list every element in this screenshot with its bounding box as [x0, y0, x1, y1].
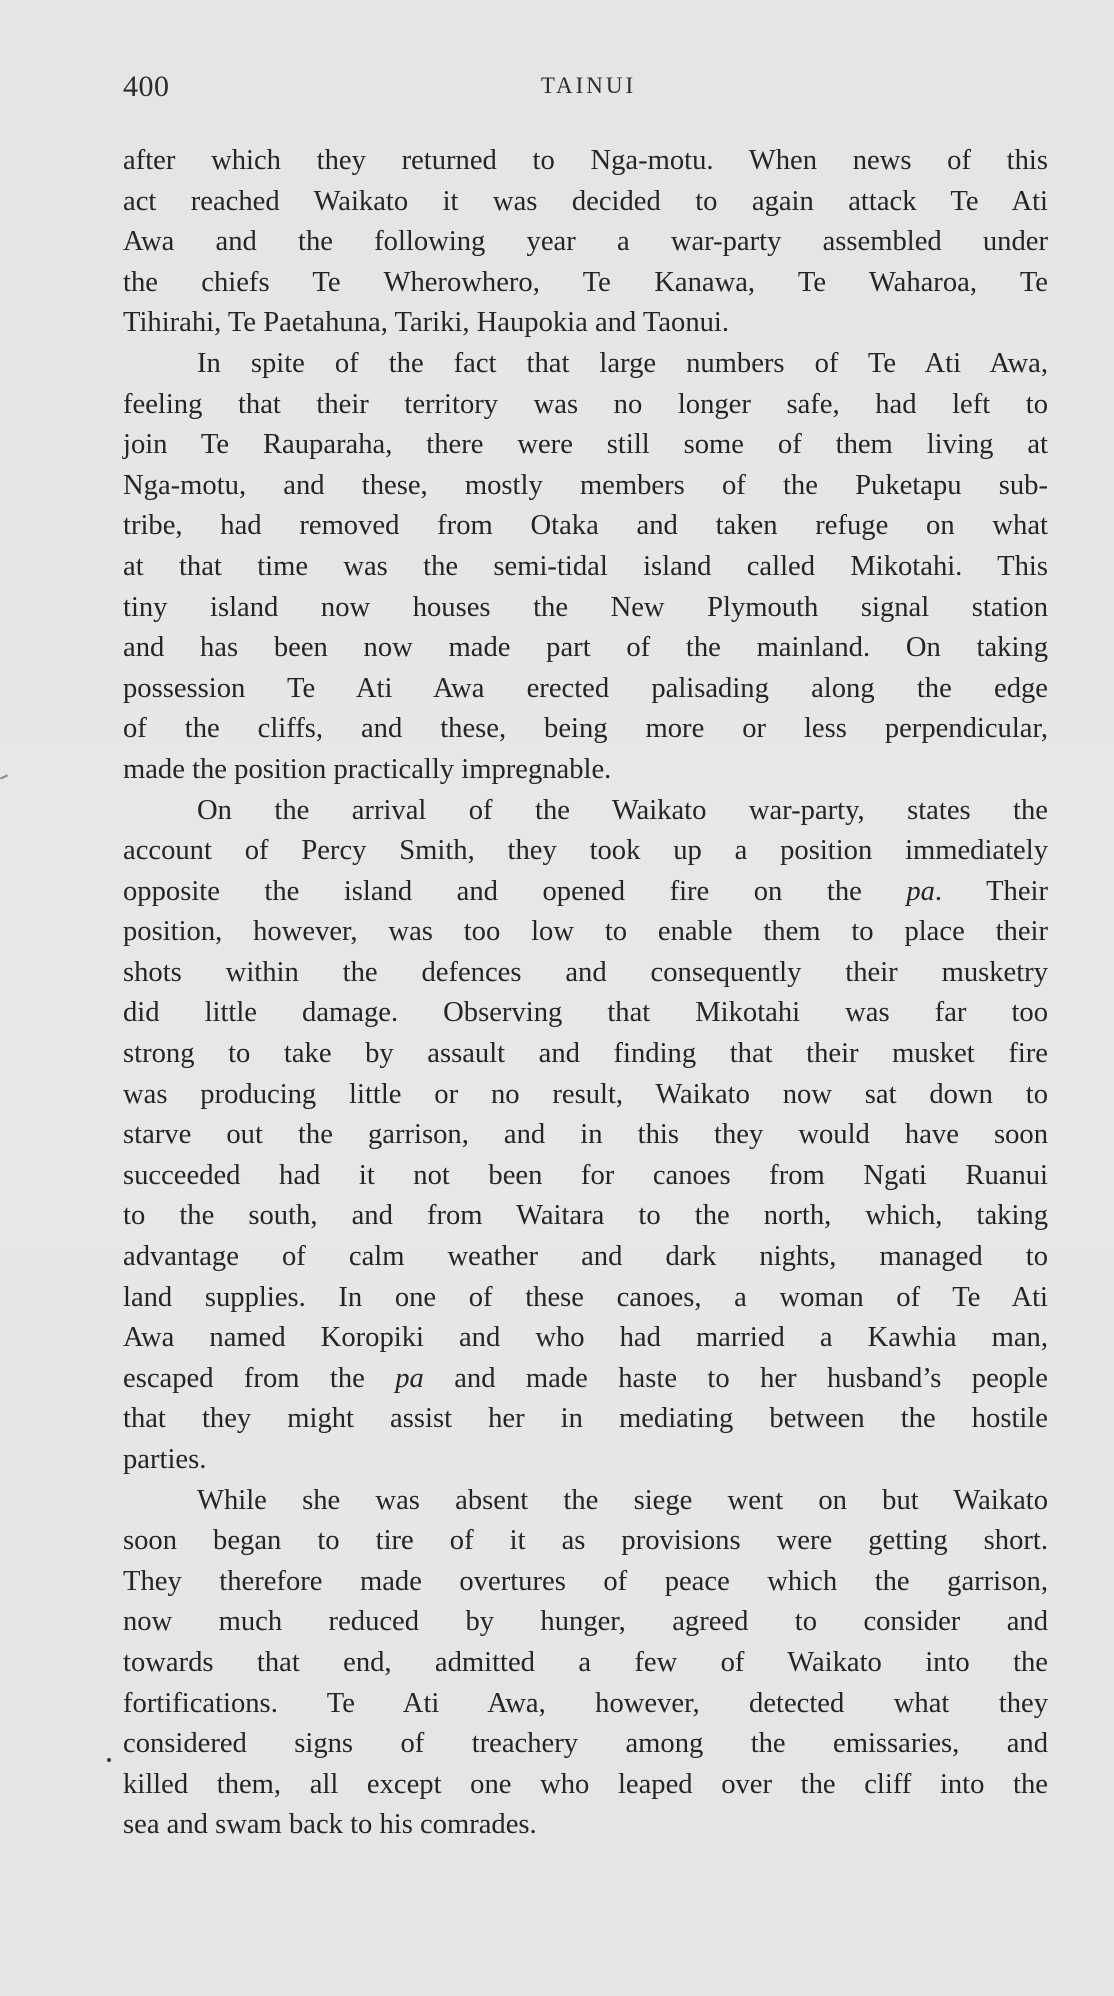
text-line: Awa and the following year a war-party assembled under: [123, 226, 1048, 258]
paragraph: [123, 1481, 1048, 1846]
running-title: TAINUI: [540, 73, 637, 98]
text-line: Nga-motu, and these, mostly members of the Puketapu sub-: [123, 469, 1048, 501]
page-number: 400: [123, 70, 170, 103]
text-line: join Te Rauparaha, there were still some of them living at: [123, 429, 1048, 461]
text-line: land supplies. In one of these canoes, a woman of Te Ati: [123, 1281, 1048, 1313]
text-line: While she was absent the siege went on but Waikato: [197, 1484, 1048, 1516]
text-line: at that time was the semi-tidal island called Mikotahi. This: [123, 550, 1048, 582]
text-line: They therefore made overtures of peace which the garrison,: [123, 1565, 1048, 1597]
text-line: the chiefs Te Wherowhero, Te Kanawa, Te Waharoa, Te: [123, 266, 1048, 298]
text-line: starve out the garrison, and in this they would have soon: [123, 1119, 1048, 1151]
text-line: succeeded had it not been for canoes from Ngati Ruanui: [123, 1159, 1048, 1191]
text-line: now much reduced by hunger, agreed to consider and: [123, 1606, 1048, 1638]
text-line: escaped from the pa and made haste to her husband’s people: [123, 1362, 1048, 1394]
text-line: feeling that their territory was no longer safe, had left to: [123, 388, 1048, 420]
print-speck: [107, 1758, 111, 1762]
page-edge-mark: [0, 774, 8, 779]
text-line: advantage of calm weather and dark nights, managed to: [123, 1241, 1048, 1273]
text-line: shots within the defences and consequently their musketry: [123, 956, 1048, 988]
text-line: tribe, had removed from Otaka and taken refuge on what: [123, 510, 1048, 542]
text-line: after which they returned to Nga-motu. When news of this: [123, 145, 1048, 176]
text-line: Awa named Koropiki and who had married a Kawhia man,: [123, 1322, 1048, 1354]
text-line: possession Te Ati Awa erected palisading along the edge: [123, 672, 1048, 704]
text-line: of the cliffs, and these, being more or less perpendicular,: [123, 713, 1048, 745]
text-line: opposite the island and opened fire on the pa. Their: [123, 875, 1048, 907]
text-line: did little damage. Observing that Mikotahi was far too: [123, 997, 1048, 1029]
text-line: made the position practically impregnable.: [123, 753, 612, 785]
text-line: soon began to tire of it as provisions were getting short.: [123, 1525, 1048, 1557]
text-line: In spite of the fact that large numbers of Te Ati Awa,: [197, 347, 1048, 379]
text-line: On the arrival of the Waikato war-party, states the: [197, 794, 1048, 826]
body-text: [123, 141, 1048, 1846]
running-head: [123, 70, 1048, 114]
text-line: considered signs of treachery among the emissaries, and: [123, 1728, 1048, 1760]
text-line: and has been now made part of the mainland. On taking: [123, 632, 1048, 664]
text-line: account of Percy Smith, they took up a position immediately: [123, 835, 1048, 867]
paragraph: [123, 344, 1048, 791]
text-line: act reached Waikato it was decided to again attack Te Ati: [123, 185, 1048, 217]
text-line: to the south, and from Waitara to the north, which, taking: [123, 1200, 1048, 1232]
text-line: that they might assist her in mediating between the hostile: [123, 1403, 1048, 1435]
text-line: sea and swam back to his comrades.: [123, 1809, 537, 1841]
text-line: fortifications. Te Ati Awa, however, detected what they: [123, 1687, 1048, 1719]
text-line: strong to take by assault and finding that their musket fire: [123, 1038, 1048, 1070]
text-line: towards that end, admitted a few of Waikato into the: [123, 1646, 1048, 1678]
text-line: Tihirahi, Te Paetahuna, Tariki, Haupokia and Taonui.: [123, 307, 730, 339]
paragraph: [123, 141, 1048, 344]
text-line: parties.: [123, 1444, 207, 1475]
text-line: position, however, was too low to enable them to place their: [123, 916, 1048, 948]
paragraph: [123, 791, 1048, 1481]
text-line: killed them, all except one who leaped over the cliff into the: [123, 1768, 1048, 1800]
text-line: was producing little or no result, Waikato now sat down to: [123, 1078, 1048, 1110]
text-line: tiny island now houses the New Plymouth signal station: [123, 591, 1048, 623]
